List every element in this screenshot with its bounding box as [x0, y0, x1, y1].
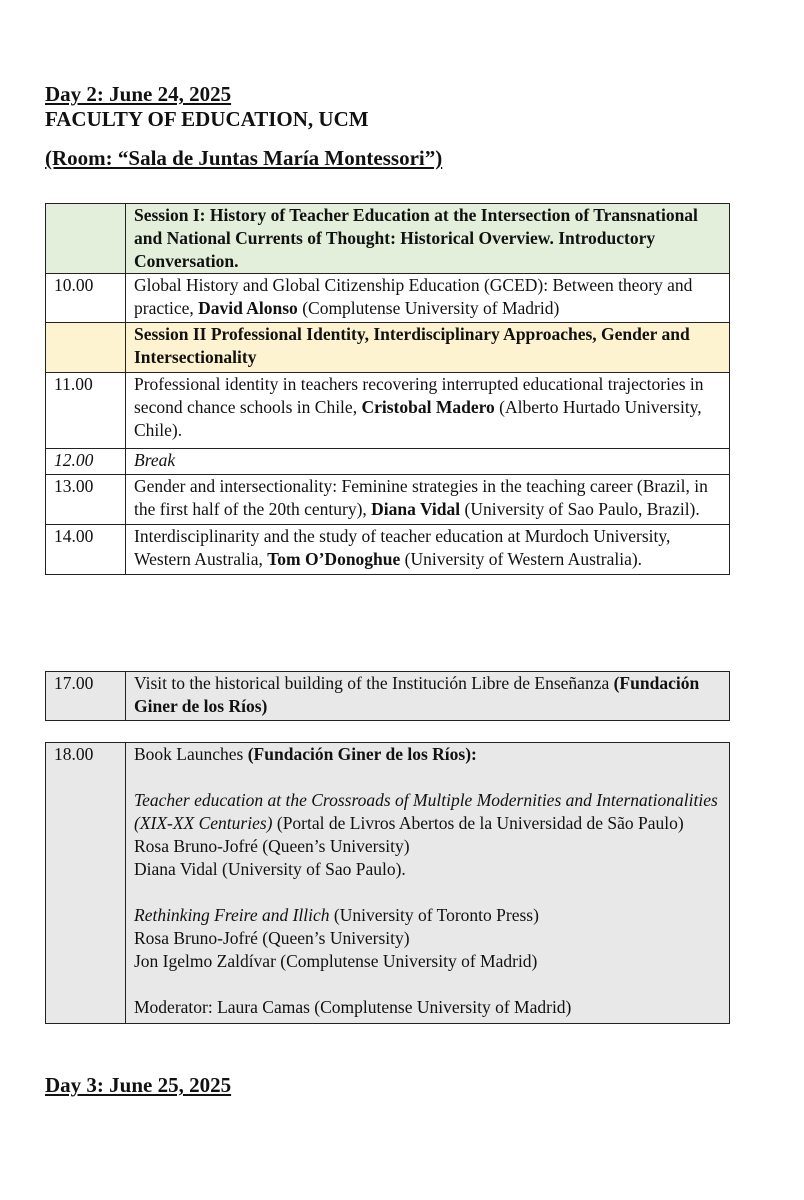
table-row [46, 475, 730, 525]
book2-title: Rethinking Freire and Illich [134, 905, 330, 925]
launch-cell: Book Launches (Fundación Giner de los Ríos): Teacher education at the Crossroads of Multiple Modernities and Internationalities (XIX-XX Centuries) (Portal de Livros Abertos de la Universidad de São Paulo) Rosa Bruno-Jofré (Queen’s University) Diana Vidal (University of Sao Paulo). Rethinking Freire and Illich (University of Toronto Press) Rosa Bruno-Jofré (Queen’s University) Jon Igelmo Zaldívar (Complutense University of Madrid) Moderator: Laura Camas (Complutense University of Madrid) [126, 743, 730, 1024]
speaker-name: Tom O’Donoghue [267, 549, 401, 569]
talk-cell: Global History and Global Citizenship Education (GCED): Between theory and practice, David Alonso (Complutense University of Madrid) [126, 274, 730, 323]
launch-table [45, 742, 730, 1024]
schedule-table [45, 203, 730, 575]
moderator: Moderator: Laura Camas (Complutense University of Madrid) [134, 997, 572, 1017]
visit-table [45, 671, 730, 721]
speaker-name: David Alonso [198, 298, 298, 318]
table-row [46, 449, 730, 475]
day3-heading: Day 3: June 25, 2025 [45, 1073, 232, 1097]
talk-cell: Interdisciplinarity and the study of teacher education at Murdoch University, Western Australia, Tom O’Donoghue (University of Western Australia). [126, 525, 730, 575]
session1-row [46, 204, 730, 274]
break-cell: Break [126, 449, 730, 475]
time-cell: 13.00 [46, 475, 126, 525]
time-cell: 14.00 [46, 525, 126, 575]
faculty-heading: FACULTY OF EDUCATION, UCM [45, 107, 369, 131]
time-cell: 12.00 [46, 449, 126, 475]
launch-label: Book Launches [134, 744, 244, 764]
time-cell: 17.00 [46, 672, 126, 721]
table-row [46, 373, 730, 449]
talk-cell: Professional identity in teachers recovering interrupted educational trajectories in second chance schools in Chile, Cristobal Madero (Alberto Hurtado University, Chile). [126, 373, 730, 449]
session2-title: Session II Professional Identity, Interdisciplinary Approaches, Gender and Intersectionality [126, 323, 730, 373]
book2: Rethinking Freire and Illich (University of Toronto Press) [134, 905, 539, 925]
session2-row [46, 323, 730, 373]
day2-heading: Day 2: June 24, 2025 [45, 82, 232, 106]
launch-row [46, 743, 730, 1024]
table-row [46, 274, 730, 323]
time-cell: 10.00 [46, 274, 126, 323]
book1: Teacher education at the Crossroads of Multiple Modernities and Internationalities (XIX-XX Centuries) (Portal de Livros Abertos de la Universidad de São Paulo) [134, 790, 718, 833]
table-row [46, 525, 730, 575]
room-heading: (Room: “Sala de Juntas María Montessori”) [45, 146, 443, 170]
speaker-name: Cristobal Madero [361, 397, 495, 417]
speaker-name: Diana Vidal [371, 499, 461, 519]
book1-title: Teacher education at the Crossroads of Multiple Modernities and Internationalities (XIX-XX Centuries) [134, 790, 718, 833]
time-cell: 11.00 [46, 373, 126, 449]
time-cell: 18.00 [46, 743, 126, 1024]
session1-title: Session I: History of Teacher Education at the Intersection of Transnational and National Currents of Thought: Historical Overview. Introductory Conversation. [126, 204, 730, 274]
visit-row [46, 672, 730, 721]
talk-cell: Gender and intersectionality: Feminine strategies in the teaching career (Brazil, in the first half of the 20th century), Diana Vidal (University of Sao Paulo, Brazil). [126, 475, 730, 525]
visit-cell: Visit to the historical building of the Institución Libre de Enseñanza (Fundación Giner de los Ríos) [126, 672, 730, 721]
